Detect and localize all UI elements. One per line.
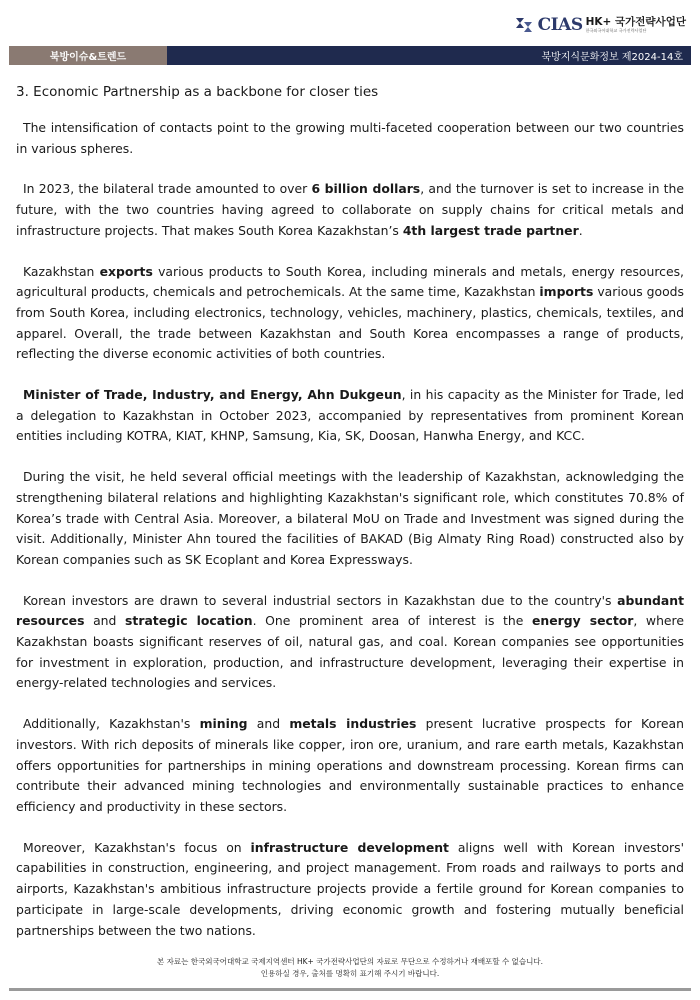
footer-line-1: 본 자료는 한국외국어대학교 국제지역센터 HK+ 국가전략사업단의 자료로 무단으로 수정하거나 재배포할 수 없습니다. (157, 957, 543, 966)
logo (513, 11, 686, 39)
paragraph (16, 262, 684, 366)
paragraph-text: , in his capacity as the Minister for Trade, led a delegation to Kazakhstan in October 2023, accompanied by representatives from prominent Korean entities including KOTRA, KIAT, KHNP, Samsung, Kia, SK, Doosan, Hanwha Energy, and KCC. (16, 387, 684, 444)
paragraph-text: Moreover, Kazakhstan's focus on (23, 839, 251, 855)
paragraph-text: various goods from South Korea, including electronics, technology, vehicles, machinery, plastics, chemicals, textiles, and apparel. Overall, the trade between Kazakhstan and South Korea encompasses a range of products, reflecting the diverse economic activities of both countries. (16, 284, 684, 362)
paragraph (16, 714, 684, 818)
paragraph-text: present lucrative prospects for Korean investors. With rich deposits of minerals like copper, iron ore, uranium, and rare earth metals, Kazakhstan offers opportunities for partnerships in mining operations and downstream processing. Korean firms can contribute their advanced mining technologies and environmentally sustainable practices to enhance efficiency and productivity in these sectors. (16, 716, 685, 814)
paragraph-text: , and the turnover is set to increase in the future, with the two countries having agreed to collaborate on supply chains for critical metals and infrastructure projects. That makes South Korea Kazakhstan’s (16, 181, 684, 238)
emphasized-text: mining (199, 716, 248, 732)
emphasized-text: strategic location (125, 613, 253, 629)
paragraph-text: , where Kazakhstan boasts significant reserves of oil, natural gas, and coal. Korean companies see opportunities for investment in exploration, production, and infrastructure development, leveraging their expertise in energy-related technologies and services. (16, 613, 684, 691)
paragraph (16, 838, 684, 942)
paragraph-text: various products to South Korea, including minerals and metals, energy resources, agricultural products, chemicals and petrochemicals. At the same time, Kazakhstan (16, 263, 684, 300)
emphasized-text: Minister of Trade, Industry, and Energy, Ahn Dukgeun (23, 387, 402, 403)
paragraph (16, 118, 684, 159)
paragraph-text: Kazakhstan (23, 263, 100, 279)
emphasized-text: energy sector (532, 613, 634, 629)
paragraph (16, 591, 684, 695)
paragraph-text: In 2023, the bilateral trade amounted to over (23, 181, 312, 197)
emphasized-text: infrastructure development (250, 839, 449, 855)
emphasized-text: metals industries (289, 716, 417, 732)
paragraph (16, 179, 684, 241)
article-body (16, 84, 684, 961)
paragraph-text: Korean investors are drawn to several industrial sectors in Kazakhstan due to the country's (23, 592, 618, 608)
emphasized-text: exports (99, 263, 153, 279)
paragraph-text: During the visit, he held several official meetings with the leadership of Kazakhstan, acknowledging the strengthening bilateral relations and highlighting Kazakhstan's significant role, which constitutes 70.8% of Korea’s trade with Central Asia. Moreover, a bilateral MoU on Trade and Investment was signed during the visit. Additionally, Minister Ahn toured the facilities of BAKAD (Big Almaty Ring Road) constructed also by Korean companies such as SK Ecoplant and Korea Expressways. (16, 469, 684, 567)
category-label: 북방이슈&트렌드 (9, 46, 167, 65)
paragraph-list (16, 118, 684, 941)
header-bar (9, 46, 691, 65)
emphasized-text: 6 billion dollars (311, 181, 421, 197)
logo-subtitle: 한국외국어대학교 국가전략사업단 (585, 28, 647, 34)
paragraph-text: and (84, 613, 126, 629)
section-title: 3. Economic Partnership as a backbone for closer ties (16, 84, 379, 100)
paragraph (16, 467, 684, 571)
paragraph-text: and (247, 716, 290, 732)
paragraph-text: The intensification of contacts point to the growing multi-faceted cooperation between our two countries in various spheres. (16, 120, 684, 156)
paragraph-text: aligns well with Korean investors' capabilities in construction, engineering, and project management. From roads and railways to ports and airports, Kazakhstan's ambitious infrastructure projects provide a fertile ground for Korean companies to participate in large-scale developments, driving economic growth and fostering mutually beneficial partnerships between the two nations. (16, 839, 684, 938)
emphasized-text: imports (539, 284, 594, 300)
logo-title: HK+ 국가전략사업단 (585, 15, 686, 28)
paragraph-text: . One prominent area of interest is the (252, 613, 533, 629)
footer-line-2: 인용하실 경우, 출처를 명확히 표기해 주시기 바랍니다. (260, 969, 440, 978)
paragraph (16, 385, 684, 447)
footer-notice (0, 956, 700, 980)
cias-logo-icon (513, 14, 535, 36)
paragraph-text: Additionally, Kazakhstan's (23, 716, 200, 732)
emphasized-text: 4th largest trade partner (402, 222, 579, 238)
emphasized-text: abundant resources (16, 592, 684, 629)
issue-number: 북방지식문화정보 제2024-14호 (541, 52, 683, 63)
footer-divider (9, 988, 691, 991)
logo-cias-text: CIAS (537, 15, 583, 35)
paragraph-text: . (578, 222, 583, 238)
